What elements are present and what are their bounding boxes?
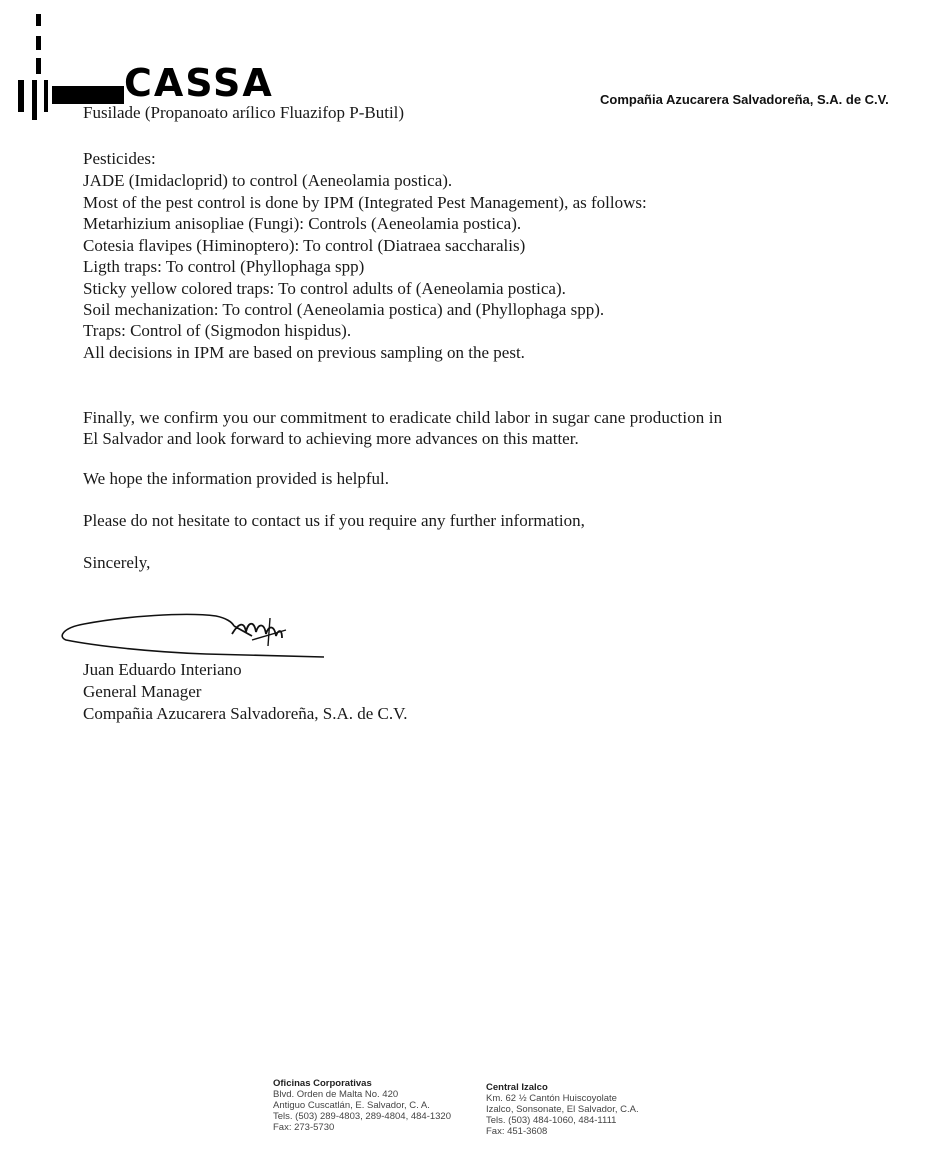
- pesticide-line: All decisions in IPM are based on previous sampling on the pest.: [83, 343, 525, 362]
- closing-paragraph-line: Finally, we confirm you our commitment to eradicate child labor in sugar cane production in: [83, 408, 723, 427]
- footer-line: Km. 62 ½ Cantón Huiscoyolate: [486, 1093, 617, 1104]
- pesticide-line: Soil mechanization: To control (Aeneolamia postica) and (Phyllophaga spp).: [83, 300, 605, 319]
- cassa-logo-text: CASSA: [124, 61, 274, 105]
- footer-corporate-offices: [273, 1078, 451, 1133]
- handwritten-signature: [56, 606, 336, 668]
- footer-line: Fax: 451-3608: [486, 1126, 548, 1137]
- pesticide-line: Ligth traps: To control (Phyllophaga spp): [83, 257, 365, 276]
- pesticide-line: Cotesia flavipes (Himinoptero): To control (Diatraea saccharalis): [83, 236, 526, 255]
- footer-line: Fax: 273-5730: [273, 1122, 335, 1133]
- pesticide-line: JADE (Imidacloprid) to control (Aeneolamia postica).: [83, 171, 453, 190]
- footer-heading: Oficinas Corporativas: [273, 1078, 372, 1089]
- signatory-name: Juan Eduardo Interiano: [83, 660, 242, 679]
- closing-paragraph: Please do not hesitate to contact us if you require any further information,: [83, 511, 585, 530]
- signatory-company: Compañia Azucarera Salvadoreña, S.A. de C.V.: [83, 704, 408, 723]
- pesticides-heading: Pesticides:: [83, 149, 156, 168]
- footer-line: Blvd. Orden de Malta No. 420: [273, 1089, 399, 1100]
- footer-line: Antiguo Cuscatlán, E. Salvador, C. A.: [273, 1100, 430, 1111]
- header-company-name: Compañia Azucarera Salvadoreña, S.A. de C.V.: [600, 92, 889, 107]
- footer-line: Tels. (503) 484-1060, 484-1111: [486, 1115, 617, 1126]
- pesticide-line: Traps: Control of (Sigmodon hispidus).: [83, 321, 352, 340]
- pesticide-line: Most of the pest control is done by IPM (Integrated Pest Management), as follows:: [83, 193, 647, 212]
- closing-paragraph-line: El Salvador and look forward to achieving more advances on this matter.: [83, 429, 579, 448]
- footer-line: Izalco, Sonsonate, El Salvador, C.A.: [486, 1104, 639, 1115]
- closing-paragraph: We hope the information provided is helpful.: [83, 469, 389, 488]
- salutation: Sincerely,: [83, 553, 151, 572]
- footer-heading: Central Izalco: [486, 1082, 548, 1093]
- footer-central-izalco: [486, 1082, 639, 1137]
- pesticide-line: Metarhizium anisopliae (Fungi): Controls (Aeneolamia postica).: [83, 214, 522, 233]
- footer-line: Tels. (503) 289-4803, 289-4804, 484-1320: [273, 1111, 451, 1122]
- pesticide-line: Sticky yellow colored traps: To control adults of (Aeneolamia postica).: [83, 279, 566, 298]
- signatory-title: General Manager: [83, 682, 202, 701]
- intro-line: Fusilade (Propanoato arílico Fluazifop P-Butil): [83, 103, 405, 122]
